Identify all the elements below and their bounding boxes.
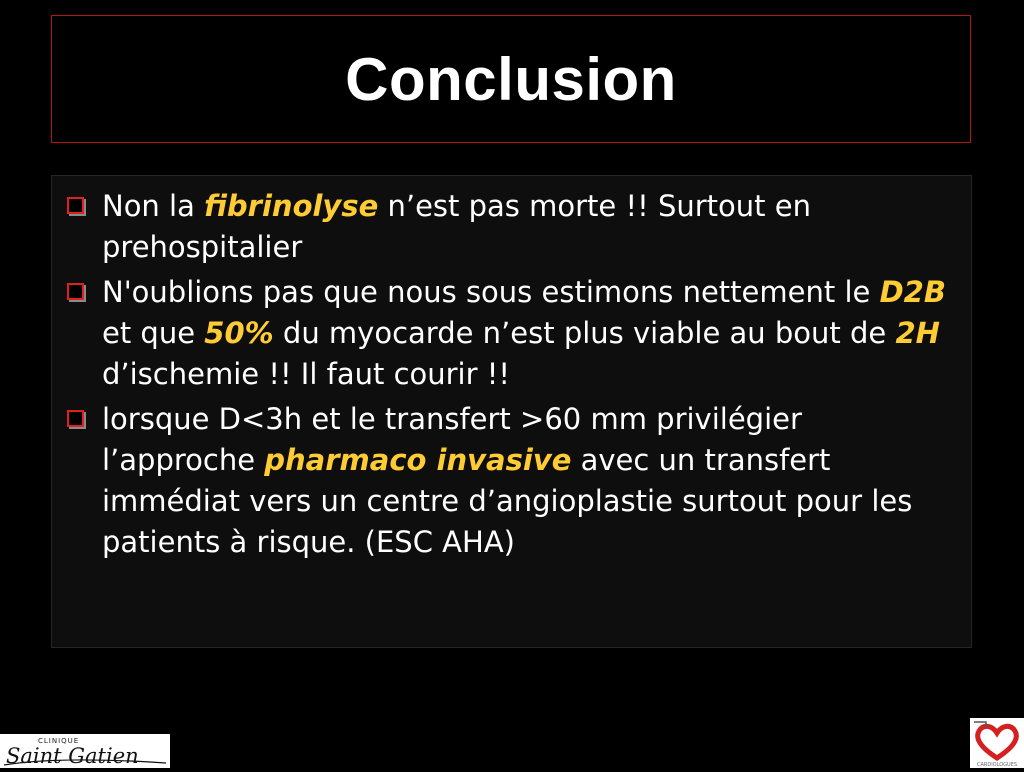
- logo-small-text: CLINIQUE: [38, 737, 80, 745]
- bullet-item: [64, 399, 957, 563]
- bullet-text: d’ischemie !! Il faut courir !!: [102, 357, 511, 391]
- clinique-logo-graphic: [0, 734, 170, 768]
- bullet-text: N'oublions pas que nous sous estimons nettement le: [102, 275, 880, 309]
- title-box: [51, 15, 971, 143]
- checkbox-icon: [67, 410, 84, 427]
- bullet-text: Non la: [102, 189, 205, 223]
- bullet-text: n’est pas morte !! Surtout en prehospitalier: [102, 189, 811, 264]
- emphasis-text: pharmaco invasive: [264, 443, 572, 477]
- bullet-item: [64, 272, 957, 395]
- emphasis-text: fibrinolyse: [204, 189, 379, 223]
- bullet-text: lorsque D<3h et le transfert >60 mm privilégier l’approche: [102, 402, 802, 477]
- bullet-text: et que: [102, 316, 205, 350]
- heart-logo-icon: [970, 718, 1024, 768]
- content-box: [51, 175, 972, 648]
- slide-title: Conclusion: [345, 45, 677, 113]
- bullet-item: [64, 186, 957, 268]
- cardiologues-text: CARDIOLOGUES: [976, 762, 1018, 768]
- cardiologues-logo: [970, 718, 1024, 768]
- emphasis-text: 2H: [895, 316, 940, 350]
- bullet-text: du myocarde n’est plus viable au bout de: [273, 316, 896, 350]
- logo-script-text: Saint Gatien: [6, 744, 139, 768]
- bullet-text: avec un transfert immédiat vers un centre d’angioplastie surtout pour les patients à risque. (ESC AHA): [102, 443, 913, 559]
- clinique-saint-gatien-logo: [0, 734, 170, 768]
- emphasis-text: D2B: [879, 275, 946, 309]
- checkbox-icon: [67, 197, 84, 214]
- bullet-list: [52, 176, 971, 563]
- checkbox-icon: [67, 283, 84, 300]
- emphasis-text: 50%: [204, 316, 274, 350]
